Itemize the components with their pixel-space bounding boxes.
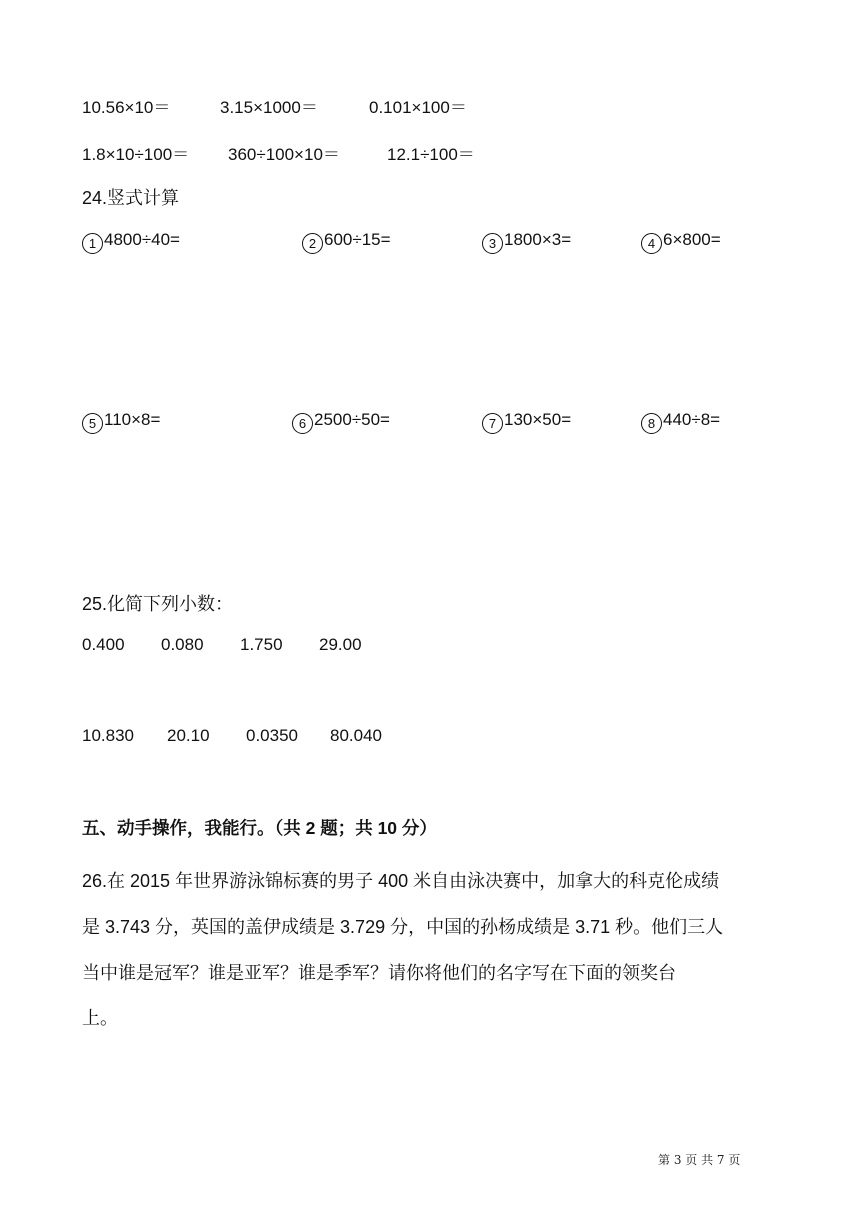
- section-heading: 五、动手操作，我能行。（共 2 题；共 10 分）: [82, 818, 437, 838]
- q26-line: 是 3.743 分，英国的盖伊成绩是 3.729 分，中国的孙杨成绩是 3.71 秒。他们三人: [82, 917, 724, 937]
- circled-number: 5: [82, 413, 103, 434]
- circled-number: 4: [641, 233, 662, 254]
- calc-4: 1.8×10÷100＝: [82, 145, 190, 164]
- vertical-calc-item: [482, 230, 571, 254]
- vertical-calc-expr: 440÷8=: [663, 410, 721, 429]
- vertical-calc-expr: 4800÷40=: [104, 230, 180, 249]
- circled-number: 6: [292, 413, 313, 434]
- vertical-calc-item: [302, 230, 391, 254]
- vertical-calc-item: [82, 410, 160, 434]
- circled-number: 8: [641, 413, 662, 434]
- circled-number: 7: [482, 413, 503, 434]
- vertical-calc-expr: 600÷15=: [324, 230, 391, 249]
- decimal-item: 0.0350: [246, 726, 298, 745]
- vertical-calc-expr: 130×50=: [504, 410, 572, 429]
- decimal-item: 20.10: [167, 726, 210, 745]
- decimal-item: 80.040: [330, 726, 382, 745]
- decimal-item: 10.830: [82, 726, 134, 745]
- q26-line: 26.在 2015 年世界游泳锦标赛的男子 400 米自由泳决赛中，加拿大的科克伦成绩: [82, 871, 720, 891]
- page-number: 第 3 页 共 7 页: [658, 1153, 741, 1167]
- vertical-calc-expr: 6×800=: [663, 230, 721, 249]
- vertical-calc-item: [292, 410, 390, 434]
- q24-title: 24.竖式计算: [82, 188, 180, 208]
- q25-title: 25.化简下列小数：: [82, 594, 234, 614]
- q26-line: 当中谁是冠军？谁是亚军？谁是季军？请你将他们的名字写在下面的领奖台: [82, 963, 676, 983]
- vertical-calc-item: [641, 230, 721, 254]
- vertical-calc-expr: 110×8=: [104, 410, 161, 429]
- vertical-calc-item: [482, 410, 571, 434]
- vertical-calc-item: [641, 410, 720, 434]
- q26-line: 上。: [82, 1008, 118, 1028]
- circled-number: 3: [482, 233, 503, 254]
- vertical-calc-expr: 1800×3=: [504, 230, 572, 249]
- calc-3: 0.101×100＝: [369, 98, 467, 117]
- calc-2: 3.15×1000＝: [220, 98, 318, 117]
- calc-6: 12.1÷100＝: [387, 145, 475, 164]
- decimal-item: 0.400: [82, 635, 125, 654]
- vertical-calc-expr: 2500÷50=: [314, 410, 390, 429]
- calc-5: 360÷100×10＝: [228, 145, 340, 164]
- vertical-calc-item: [82, 230, 180, 254]
- calc-1: 10.56×10＝: [82, 98, 171, 117]
- circled-number: 1: [82, 233, 103, 254]
- decimal-item: 0.080: [161, 635, 204, 654]
- circled-number: 2: [302, 233, 323, 254]
- decimal-item: 29.00: [319, 635, 362, 654]
- decimal-item: 1.750: [240, 635, 283, 654]
